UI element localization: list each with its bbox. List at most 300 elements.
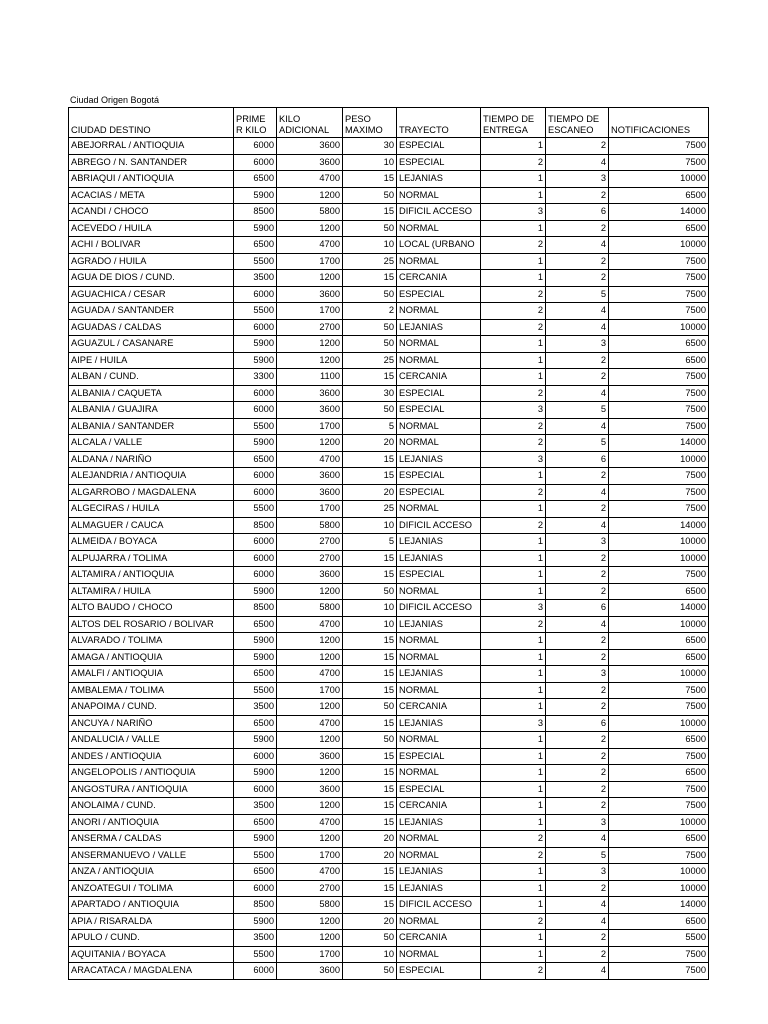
cell-ciudad-destino: ABEJORRAL / ANTIOQUIA <box>69 138 234 155</box>
cell-tiempo-escaneo: 2 <box>546 930 609 947</box>
cell-ciudad-destino: ANAPOIMA / CUND. <box>69 699 234 716</box>
cell-ciudad-destino: APULO / CUND. <box>69 930 234 947</box>
cell-tiempo-entrega: 1 <box>481 583 546 600</box>
table-caption: Ciudad Origen Bogotá <box>70 95 160 105</box>
cell-ciudad-destino: ALTAMIRA / ANTIOQUIA <box>69 567 234 584</box>
cell-tiempo-entrega: 1 <box>481 765 546 782</box>
cell-notificaciones: 7500 <box>609 402 709 419</box>
cell-tiempo-entrega: 2 <box>481 418 546 435</box>
header-ciudad-destino: CIUDAD DESTINO <box>69 108 234 138</box>
cell-peso-maximo: 50 <box>343 963 397 980</box>
cell-kilo-adicional: 1200 <box>277 732 343 749</box>
cell-kilo-adicional: 3600 <box>277 385 343 402</box>
cell-notificaciones: 7500 <box>609 484 709 501</box>
cell-tiempo-entrega: 1 <box>481 814 546 831</box>
cell-kilo-adicional: 1200 <box>277 220 343 237</box>
cell-peso-maximo: 2 <box>343 303 397 320</box>
cell-peso-maximo: 5 <box>343 534 397 551</box>
cell-primer-kilo: 6500 <box>234 715 277 732</box>
table-row <box>69 930 709 947</box>
cell-kilo-adicional: 1200 <box>277 798 343 815</box>
cell-notificaciones: 7500 <box>609 468 709 485</box>
cell-ciudad-destino: ANCUYA / NARIÑO <box>69 715 234 732</box>
cell-trayecto: ESPECIAL <box>397 138 481 155</box>
cell-kilo-adicional: 1200 <box>277 187 343 204</box>
cell-tiempo-entrega: 1 <box>481 550 546 567</box>
table-row <box>69 468 709 485</box>
cell-ciudad-destino: AGRADO / HUILA <box>69 253 234 270</box>
cell-tiempo-entrega: 1 <box>481 880 546 897</box>
cell-trayecto: DIFICIL ACCESO <box>397 897 481 914</box>
cell-kilo-adicional: 3600 <box>277 567 343 584</box>
table-body <box>69 138 709 980</box>
cell-tiempo-entrega: 1 <box>481 930 546 947</box>
cell-tiempo-escaneo: 6 <box>546 715 609 732</box>
cell-tiempo-entrega: 1 <box>481 649 546 666</box>
cell-ciudad-destino: ANZOATEGUI / TOLIMA <box>69 880 234 897</box>
cell-peso-maximo: 50 <box>343 583 397 600</box>
cell-notificaciones: 7500 <box>609 798 709 815</box>
table-row <box>69 418 709 435</box>
cell-tiempo-escaneo: 5 <box>546 435 609 452</box>
table-row <box>69 666 709 683</box>
cell-peso-maximo: 50 <box>343 336 397 353</box>
cell-tiempo-entrega: 1 <box>481 253 546 270</box>
cell-trayecto: ESPECIAL <box>397 402 481 419</box>
cell-primer-kilo: 6000 <box>234 534 277 551</box>
cell-notificaciones: 14000 <box>609 600 709 617</box>
cell-tiempo-escaneo: 2 <box>546 633 609 650</box>
cell-trayecto: LEJANIAS <box>397 715 481 732</box>
cell-primer-kilo: 6500 <box>234 814 277 831</box>
cell-trayecto: NORMAL <box>397 682 481 699</box>
cell-notificaciones: 7500 <box>609 847 709 864</box>
cell-ciudad-destino: ACACIAS / META <box>69 187 234 204</box>
table-row <box>69 385 709 402</box>
table-row <box>69 138 709 155</box>
cell-peso-maximo: 15 <box>343 682 397 699</box>
cell-primer-kilo: 5500 <box>234 253 277 270</box>
cell-kilo-adicional: 2700 <box>277 319 343 336</box>
table-row <box>69 402 709 419</box>
table-row <box>69 253 709 270</box>
header-peso-maximo: PESO MAXIMO <box>343 108 397 138</box>
cell-peso-maximo: 50 <box>343 319 397 336</box>
cell-ciudad-destino: ANGOSTURA / ANTIOQUIA <box>69 781 234 798</box>
table-row <box>69 864 709 881</box>
cell-kilo-adicional: 1200 <box>277 435 343 452</box>
table-row <box>69 187 709 204</box>
cell-tiempo-entrega: 1 <box>481 270 546 287</box>
cell-tiempo-escaneo: 5 <box>546 402 609 419</box>
cell-ciudad-destino: ARACATACA / MAGDALENA <box>69 963 234 980</box>
cell-tiempo-entrega: 2 <box>481 154 546 171</box>
cell-tiempo-entrega: 1 <box>481 946 546 963</box>
cell-peso-maximo: 15 <box>343 171 397 188</box>
header-tiempo-escaneo: TIEMPO DE ESCANEO <box>546 108 609 138</box>
cell-tiempo-entrega: 1 <box>481 666 546 683</box>
cell-tiempo-entrega: 2 <box>481 435 546 452</box>
cell-tiempo-escaneo: 3 <box>546 864 609 881</box>
cell-trayecto: CERCANIA <box>397 798 481 815</box>
cell-trayecto: ESPECIAL <box>397 781 481 798</box>
cell-primer-kilo: 6500 <box>234 451 277 468</box>
cell-primer-kilo: 8500 <box>234 517 277 534</box>
cell-ciudad-destino: ANORI / ANTIOQUIA <box>69 814 234 831</box>
cell-primer-kilo: 5500 <box>234 501 277 518</box>
table-row <box>69 204 709 221</box>
cell-notificaciones: 10000 <box>609 550 709 567</box>
cell-primer-kilo: 6000 <box>234 286 277 303</box>
cell-kilo-adicional: 2700 <box>277 534 343 551</box>
table-row <box>69 699 709 716</box>
cell-notificaciones: 7500 <box>609 303 709 320</box>
cell-kilo-adicional: 3600 <box>277 402 343 419</box>
cell-trayecto: NORMAL <box>397 649 481 666</box>
cell-notificaciones: 10000 <box>609 864 709 881</box>
cell-tiempo-escaneo: 3 <box>546 666 609 683</box>
cell-tiempo-escaneo: 2 <box>546 187 609 204</box>
cell-primer-kilo: 8500 <box>234 204 277 221</box>
cell-ciudad-destino: ALTO BAUDO / CHOCO <box>69 600 234 617</box>
cell-peso-maximo: 50 <box>343 732 397 749</box>
cell-ciudad-destino: AGUA DE DIOS / CUND. <box>69 270 234 287</box>
cell-ciudad-destino: AGUADAS / CALDAS <box>69 319 234 336</box>
cell-primer-kilo: 6000 <box>234 567 277 584</box>
table-row <box>69 237 709 254</box>
cell-peso-maximo: 20 <box>343 484 397 501</box>
cell-primer-kilo: 6500 <box>234 171 277 188</box>
cell-tiempo-escaneo: 4 <box>546 237 609 254</box>
cell-trayecto: CERCANIA <box>397 699 481 716</box>
cell-trayecto: NORMAL <box>397 253 481 270</box>
cell-peso-maximo: 20 <box>343 913 397 930</box>
cell-trayecto: NORMAL <box>397 352 481 369</box>
cell-notificaciones: 6500 <box>609 583 709 600</box>
cell-primer-kilo: 6000 <box>234 484 277 501</box>
cell-tiempo-escaneo: 2 <box>546 781 609 798</box>
cell-tiempo-escaneo: 2 <box>546 732 609 749</box>
cell-trayecto: LEJANIAS <box>397 666 481 683</box>
cell-trayecto: ESPECIAL <box>397 963 481 980</box>
cell-trayecto: NORMAL <box>397 418 481 435</box>
cell-tiempo-escaneo: 4 <box>546 319 609 336</box>
cell-ciudad-destino: ACHI / BOLIVAR <box>69 237 234 254</box>
cell-primer-kilo: 5900 <box>234 583 277 600</box>
cell-kilo-adicional: 3600 <box>277 781 343 798</box>
cell-notificaciones: 10000 <box>609 616 709 633</box>
cell-tiempo-escaneo: 2 <box>546 567 609 584</box>
cell-peso-maximo: 50 <box>343 220 397 237</box>
cell-primer-kilo: 5900 <box>234 633 277 650</box>
cell-tiempo-entrega: 1 <box>481 534 546 551</box>
table-row <box>69 501 709 518</box>
table-row <box>69 715 709 732</box>
cell-notificaciones: 6500 <box>609 220 709 237</box>
cell-tiempo-escaneo: 2 <box>546 270 609 287</box>
cell-primer-kilo: 3500 <box>234 270 277 287</box>
cell-tiempo-escaneo: 2 <box>546 550 609 567</box>
table-row <box>69 880 709 897</box>
cell-tiempo-entrega: 2 <box>481 963 546 980</box>
cell-trayecto: NORMAL <box>397 187 481 204</box>
cell-notificaciones: 10000 <box>609 451 709 468</box>
cell-ciudad-destino: ANGELOPOLIS / ANTIOQUIA <box>69 765 234 782</box>
cell-tiempo-entrega: 1 <box>481 336 546 353</box>
cell-primer-kilo: 5900 <box>234 187 277 204</box>
cell-ciudad-destino: ANOLAIMA / CUND. <box>69 798 234 815</box>
cell-trayecto: NORMAL <box>397 583 481 600</box>
cell-peso-maximo: 15 <box>343 451 397 468</box>
cell-notificaciones: 6500 <box>609 831 709 848</box>
cell-tiempo-escaneo: 4 <box>546 616 609 633</box>
cell-kilo-adicional: 1700 <box>277 253 343 270</box>
table-row <box>69 451 709 468</box>
cell-primer-kilo: 6000 <box>234 138 277 155</box>
cell-peso-maximo: 25 <box>343 253 397 270</box>
header-row <box>69 108 709 138</box>
cell-tiempo-escaneo: 6 <box>546 600 609 617</box>
table-row <box>69 649 709 666</box>
cell-tiempo-entrega: 2 <box>481 616 546 633</box>
cell-peso-maximo: 25 <box>343 352 397 369</box>
cell-tiempo-entrega: 2 <box>481 484 546 501</box>
cell-tiempo-entrega: 1 <box>481 798 546 815</box>
cell-tiempo-escaneo: 4 <box>546 913 609 930</box>
cell-ciudad-destino: AMAGA / ANTIOQUIA <box>69 649 234 666</box>
cell-primer-kilo: 3500 <box>234 798 277 815</box>
cell-primer-kilo: 8500 <box>234 897 277 914</box>
cell-tiempo-escaneo: 4 <box>546 418 609 435</box>
cell-tiempo-escaneo: 2 <box>546 748 609 765</box>
table-row <box>69 946 709 963</box>
cell-tiempo-entrega: 1 <box>481 369 546 386</box>
cell-tiempo-entrega: 2 <box>481 303 546 320</box>
cell-notificaciones: 7500 <box>609 501 709 518</box>
cell-kilo-adicional: 1100 <box>277 369 343 386</box>
cell-trayecto: ESPECIAL <box>397 468 481 485</box>
cell-ciudad-destino: ANDES / ANTIOQUIA <box>69 748 234 765</box>
cell-kilo-adicional: 1700 <box>277 501 343 518</box>
cell-primer-kilo: 6000 <box>234 880 277 897</box>
cell-tiempo-escaneo: 2 <box>546 501 609 518</box>
cell-peso-maximo: 15 <box>343 666 397 683</box>
cell-primer-kilo: 5900 <box>234 220 277 237</box>
cell-peso-maximo: 25 <box>343 501 397 518</box>
cell-notificaciones: 7500 <box>609 369 709 386</box>
cell-peso-maximo: 15 <box>343 567 397 584</box>
cell-tiempo-escaneo: 2 <box>546 946 609 963</box>
cell-peso-maximo: 10 <box>343 517 397 534</box>
cell-ciudad-destino: ANZA / ANTIOQUIA <box>69 864 234 881</box>
table-row <box>69 616 709 633</box>
cell-peso-maximo: 15 <box>343 204 397 221</box>
cell-notificaciones: 10000 <box>609 880 709 897</box>
cell-notificaciones: 10000 <box>609 715 709 732</box>
cell-tiempo-entrega: 1 <box>481 781 546 798</box>
cell-tiempo-entrega: 2 <box>481 319 546 336</box>
cell-tiempo-escaneo: 2 <box>546 880 609 897</box>
header-tiempo-entrega: TIEMPO DE ENTREGA <box>481 108 546 138</box>
cell-peso-maximo: 10 <box>343 616 397 633</box>
cell-trayecto: NORMAL <box>397 765 481 782</box>
cell-tiempo-escaneo: 2 <box>546 253 609 270</box>
cell-primer-kilo: 5900 <box>234 831 277 848</box>
cell-trayecto: NORMAL <box>397 946 481 963</box>
table-row <box>69 600 709 617</box>
cell-trayecto: ESPECIAL <box>397 748 481 765</box>
cell-kilo-adicional: 1700 <box>277 682 343 699</box>
cell-peso-maximo: 15 <box>343 880 397 897</box>
table-row <box>69 963 709 980</box>
cell-peso-maximo: 15 <box>343 814 397 831</box>
table-row <box>69 847 709 864</box>
cell-ciudad-destino: ALGECIRAS / HUILA <box>69 501 234 518</box>
table-row <box>69 270 709 287</box>
cell-primer-kilo: 6000 <box>234 385 277 402</box>
cell-kilo-adicional: 4700 <box>277 451 343 468</box>
cell-ciudad-destino: AQUITANIA / BOYACA <box>69 946 234 963</box>
cell-notificaciones: 6500 <box>609 765 709 782</box>
cell-primer-kilo: 5500 <box>234 303 277 320</box>
cell-kilo-adicional: 4700 <box>277 171 343 188</box>
cell-tiempo-entrega: 1 <box>481 567 546 584</box>
cell-ciudad-destino: ALGARROBO / MAGDALENA <box>69 484 234 501</box>
cell-peso-maximo: 15 <box>343 633 397 650</box>
cell-kilo-adicional: 1700 <box>277 418 343 435</box>
cell-trayecto: LEJANIAS <box>397 814 481 831</box>
cell-ciudad-destino: ABREGO / N. SANTANDER <box>69 154 234 171</box>
cell-tiempo-escaneo: 4 <box>546 154 609 171</box>
table-row <box>69 171 709 188</box>
table-row <box>69 154 709 171</box>
cell-tiempo-escaneo: 4 <box>546 897 609 914</box>
cell-tiempo-escaneo: 4 <box>546 831 609 848</box>
cell-peso-maximo: 20 <box>343 847 397 864</box>
cell-notificaciones: 7500 <box>609 748 709 765</box>
cell-trayecto: DIFICIL ACCESO <box>397 517 481 534</box>
cell-trayecto: LEJANIAS <box>397 616 481 633</box>
cell-notificaciones: 7500 <box>609 385 709 402</box>
cell-notificaciones: 6500 <box>609 732 709 749</box>
cell-trayecto: NORMAL <box>397 847 481 864</box>
table-row <box>69 534 709 551</box>
cell-notificaciones: 6500 <box>609 649 709 666</box>
cell-tiempo-escaneo: 5 <box>546 847 609 864</box>
cell-ciudad-destino: ALBANIA / CAQUETA <box>69 385 234 402</box>
cell-tiempo-entrega: 2 <box>481 847 546 864</box>
cell-tiempo-escaneo: 4 <box>546 385 609 402</box>
cell-trayecto: NORMAL <box>397 303 481 320</box>
cell-kilo-adicional: 4700 <box>277 715 343 732</box>
cell-notificaciones: 7500 <box>609 138 709 155</box>
cell-trayecto: NORMAL <box>397 831 481 848</box>
cell-kilo-adicional: 1200 <box>277 930 343 947</box>
cell-notificaciones: 5500 <box>609 930 709 947</box>
cell-primer-kilo: 6500 <box>234 864 277 881</box>
cell-trayecto: LEJANIAS <box>397 534 481 551</box>
table-row <box>69 336 709 353</box>
cell-kilo-adicional: 3600 <box>277 286 343 303</box>
cell-peso-maximo: 20 <box>343 435 397 452</box>
cell-kilo-adicional: 4700 <box>277 666 343 683</box>
cell-kilo-adicional: 5800 <box>277 897 343 914</box>
cell-ciudad-destino: AGUAZUL / CASANARE <box>69 336 234 353</box>
cell-kilo-adicional: 1200 <box>277 352 343 369</box>
cell-tiempo-entrega: 2 <box>481 517 546 534</box>
cell-ciudad-destino: ANDALUCIA / VALLE <box>69 732 234 749</box>
cell-kilo-adicional: 3600 <box>277 963 343 980</box>
cell-primer-kilo: 5900 <box>234 765 277 782</box>
cell-notificaciones: 6500 <box>609 352 709 369</box>
cell-peso-maximo: 10 <box>343 946 397 963</box>
cell-ciudad-destino: AIPE / HUILA <box>69 352 234 369</box>
cell-tiempo-escaneo: 6 <box>546 451 609 468</box>
table-row <box>69 517 709 534</box>
cell-peso-maximo: 15 <box>343 798 397 815</box>
cell-tiempo-entrega: 1 <box>481 864 546 881</box>
cell-primer-kilo: 3300 <box>234 369 277 386</box>
cell-notificaciones: 7500 <box>609 286 709 303</box>
cell-primer-kilo: 5900 <box>234 352 277 369</box>
cell-tiempo-entrega: 3 <box>481 600 546 617</box>
cell-tiempo-escaneo: 3 <box>546 814 609 831</box>
cell-tiempo-escaneo: 2 <box>546 765 609 782</box>
cell-notificaciones: 14000 <box>609 897 709 914</box>
cell-tiempo-entrega: 3 <box>481 204 546 221</box>
cell-trayecto: NORMAL <box>397 220 481 237</box>
cell-tiempo-entrega: 3 <box>481 715 546 732</box>
cell-ciudad-destino: AMBALEMA / TOLIMA <box>69 682 234 699</box>
cell-kilo-adicional: 1700 <box>277 303 343 320</box>
cell-peso-maximo: 5 <box>343 418 397 435</box>
cell-notificaciones: 7500 <box>609 946 709 963</box>
table-row <box>69 897 709 914</box>
cell-notificaciones: 6500 <box>609 913 709 930</box>
cell-trayecto: ESPECIAL <box>397 567 481 584</box>
cell-peso-maximo: 15 <box>343 897 397 914</box>
cell-ciudad-destino: ALMEIDA / BOYACA <box>69 534 234 551</box>
cell-trayecto: NORMAL <box>397 435 481 452</box>
cell-tiempo-escaneo: 6 <box>546 204 609 221</box>
cell-tiempo-escaneo: 2 <box>546 583 609 600</box>
cell-ciudad-destino: ACANDI / CHOCO <box>69 204 234 221</box>
cell-tiempo-escaneo: 3 <box>546 336 609 353</box>
cell-ciudad-destino: APIA / RISARALDA <box>69 913 234 930</box>
rates-table <box>68 107 709 980</box>
cell-ciudad-destino: APARTADO / ANTIOQUIA <box>69 897 234 914</box>
table-row <box>69 583 709 600</box>
cell-tiempo-escaneo: 2 <box>546 468 609 485</box>
cell-notificaciones: 14000 <box>609 435 709 452</box>
cell-peso-maximo: 15 <box>343 550 397 567</box>
cell-notificaciones: 7500 <box>609 154 709 171</box>
cell-primer-kilo: 5900 <box>234 913 277 930</box>
cell-tiempo-entrega: 1 <box>481 633 546 650</box>
cell-tiempo-escaneo: 2 <box>546 649 609 666</box>
cell-kilo-adicional: 3600 <box>277 154 343 171</box>
cell-primer-kilo: 6500 <box>234 666 277 683</box>
cell-peso-maximo: 50 <box>343 187 397 204</box>
cell-ciudad-destino: ABRIAQUI / ANTIOQUIA <box>69 171 234 188</box>
cell-notificaciones: 6500 <box>609 633 709 650</box>
cell-kilo-adicional: 1200 <box>277 699 343 716</box>
cell-ciudad-destino: ALEJANDRIA / ANTIOQUIA <box>69 468 234 485</box>
cell-notificaciones: 14000 <box>609 204 709 221</box>
cell-kilo-adicional: 2700 <box>277 880 343 897</box>
cell-tiempo-escaneo: 2 <box>546 699 609 716</box>
cell-ciudad-destino: ALBANIA / GUAJIRA <box>69 402 234 419</box>
